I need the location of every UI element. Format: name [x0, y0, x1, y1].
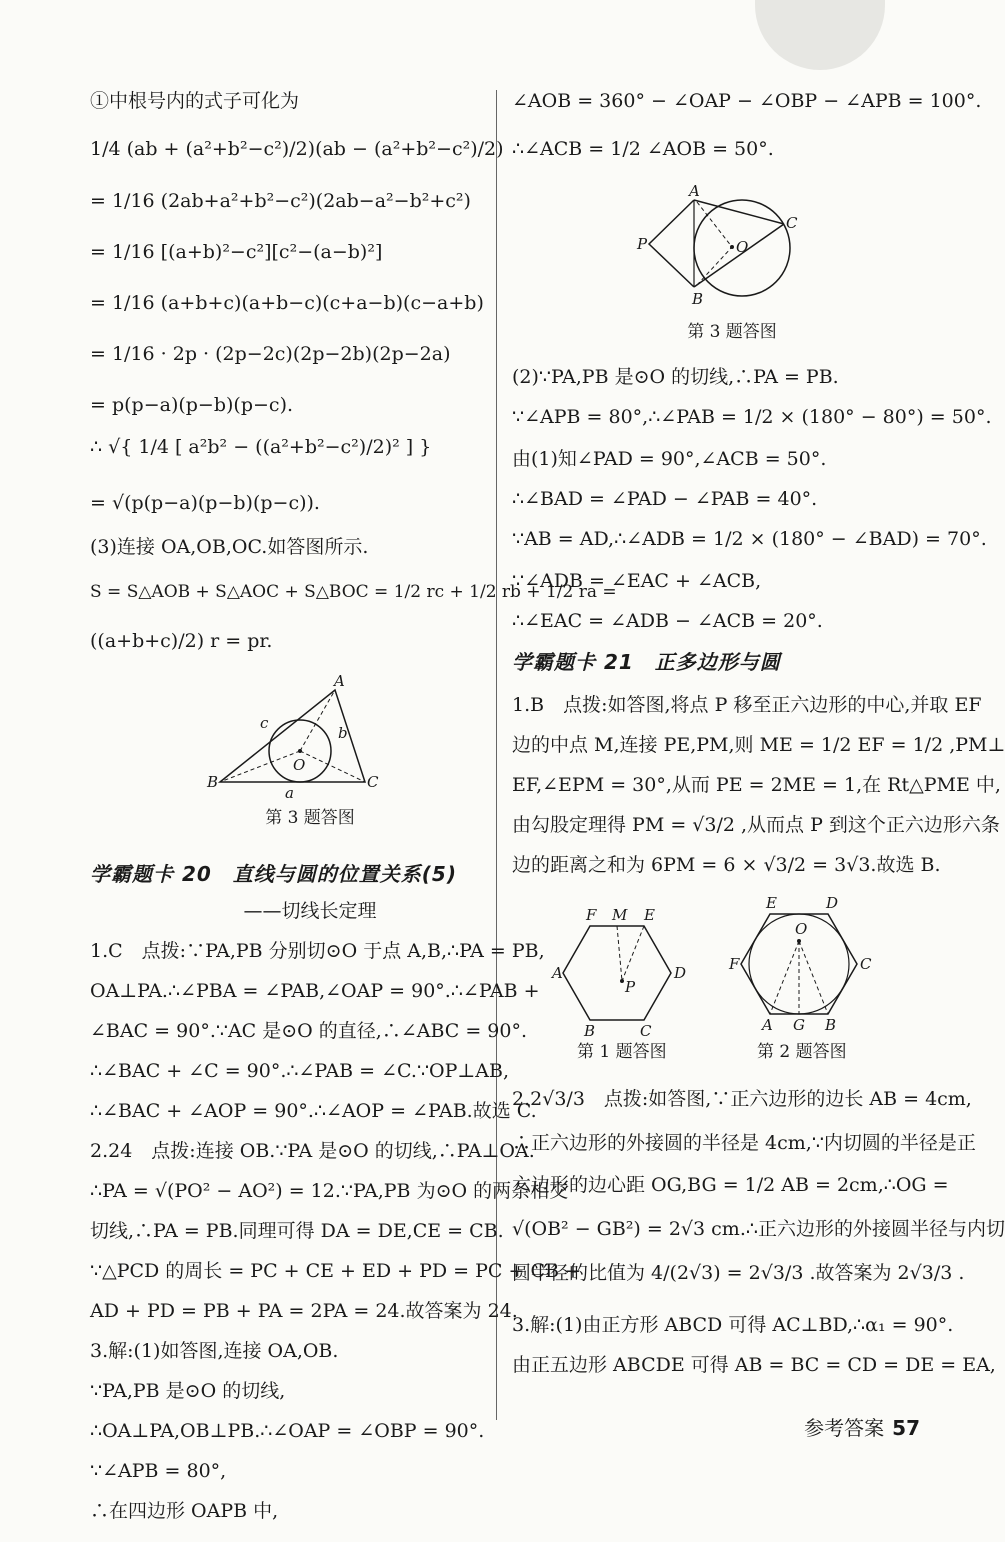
svg-text:D: D: [674, 964, 687, 982]
text-line: ∵∠ADB = ∠EAC + ∠ACB,: [512, 570, 762, 592]
text-line: (3)连接 OA,OB,OC.如答图所示.: [90, 536, 369, 558]
math-line: ∴∠ACB = 1/2 ∠AOB = 50°.: [512, 138, 774, 160]
text-line: ∴∠BAD = ∠PAD − ∠PAB = 40°.: [512, 488, 818, 510]
text-line: ∴正六边形的外接圆的半径是 4cm,∵内切圆的半径是正: [512, 1132, 976, 1154]
math-line: ∠AOB = 360° − ∠OAP − ∠OBP − ∠APB = 100°.: [512, 90, 982, 112]
svg-text:P: P: [637, 235, 648, 253]
svg-text:O: O: [293, 756, 306, 774]
figure-caption: 第 2 题答图: [757, 1042, 847, 1062]
section-heading: 学霸题卡 21 正多边形与圆: [512, 650, 781, 674]
math-line: ∴ √{ 1/4 [ a²b² − ((a²+b²−c²)/2)² ] }: [90, 436, 432, 458]
svg-text:D: D: [826, 894, 839, 912]
text-line: ∴∠BAC + ∠C = 90°.∴∠PAB = ∠C.∵OP⊥AB,: [90, 1060, 509, 1082]
math-line: = 1/16 (a+b+c)(a+b−c)(c+a−b)(c−a+b): [90, 292, 484, 314]
text-line: 2.24 点拨:连接 OB.∵PA 是⊙O 的切线,∴PA⊥OA.: [90, 1140, 535, 1162]
hexagon-figures: [512, 894, 952, 1040]
svg-text:B: B: [207, 773, 219, 791]
svg-text:B: B: [825, 1016, 837, 1034]
svg-text:F: F: [586, 906, 597, 924]
svg-text:P: P: [625, 978, 636, 996]
text-line: 由勾股定理得 PM = √3/2 ,从而点 P 到这个正六边形六条: [512, 814, 1000, 836]
text-line: 2.2√3/3 点拨:如答图,∵正六边形的边长 AB = 4cm,: [512, 1088, 972, 1110]
svg-text:C: C: [640, 1022, 652, 1040]
figure-caption: 第 3 题答图: [265, 808, 355, 828]
svg-text:c: c: [260, 714, 269, 732]
text-line: 由正五边形 ABCDE 可得 AB = BC = CD = DE = EA,: [512, 1354, 996, 1376]
svg-text:C: C: [367, 773, 379, 791]
text-line: 由(1)知∠PAD = 90°,∠ACB = 50°.: [512, 448, 827, 470]
math-line: = 1/16 (2ab+a²+b²−c²)(2ab−a²−b²+c²): [90, 190, 471, 212]
math-line: = √(p(p−a)(p−b)(p−c)).: [90, 492, 320, 514]
math-line: 1/4 (ab + (a²+b²−c²)/2)(ab − (a²+b²−c²)/2): [90, 138, 504, 160]
svg-text:A: A: [334, 672, 345, 690]
text-line: ∴PA = √(PO² − AO²) = 12.∵PA,PB 为⊙O 的两条相交: [90, 1180, 569, 1202]
text-line: 1.B 点拨:如答图,将点 P 移至正六边形的中心,并取 EF: [512, 694, 982, 716]
text-line: OA⊥PA.∴∠PBA = ∠PAB,∠OAP = 90°.∴∠PAB +: [90, 980, 540, 1002]
page-footer: [804, 1412, 920, 1441]
text-line: 边的距离之和为 6PM = 6 × √3/2 = 3√3.故选 B.: [512, 854, 941, 876]
tangent-circle-figure: [512, 182, 952, 312]
svg-text:C: C: [786, 214, 798, 232]
corner-decoration: [755, 0, 885, 70]
svg-text:M: M: [612, 906, 628, 924]
text-line: ∠BAC = 90°.∵AC 是⊙O 的直径,∴∠ABC = 90°.: [90, 1020, 528, 1042]
text-line: 边的中点 M,连接 PE,PM,则 ME = 1/2 EF = 1/2 ,PM⊥: [512, 734, 1005, 756]
text-line: 3.解:(1)如答图,连接 OA,OB.: [90, 1340, 339, 1362]
text-line: AD + PD = PB + PA = 2PA = 24.故答案为 24.: [90, 1300, 518, 1322]
text-line: ∵∠APB = 80°,∴∠PAB = 1/2 × (180° − 80°) = 50°.: [512, 406, 992, 428]
text-line: ∴∠BAC + ∠AOP = 90°.∴∠AOP = ∠PAB.故选 C.: [90, 1100, 537, 1122]
footer-label: 参考答案: [804, 1416, 885, 1440]
text-line: (2)∵PA,PB 是⊙O 的切线,∴PA = PB.: [512, 366, 839, 388]
svg-text:A: A: [552, 964, 563, 982]
right-column: [512, 90, 1005, 1396]
text-line: 1.C 点拨:∵PA,PB 分别切⊙O 于点 A,B,∴PA = PB,: [90, 940, 545, 962]
svg-text:E: E: [644, 906, 655, 924]
text-line: √(OB² − GB²) = 2√3 cm.∴正六边形的外接圆半径与内切: [512, 1218, 1005, 1240]
section-heading: 学霸题卡 20 直线与圆的位置关系(5): [90, 862, 457, 886]
text-line: EF,∠EPM = 30°,从而 PE = 2ME = 1,在 Rt△PME 中,: [512, 774, 1001, 796]
svg-text:O: O: [736, 238, 749, 256]
page-number: 57: [892, 1416, 920, 1440]
figure-caption: 第 1 题答图: [577, 1042, 667, 1062]
svg-text:O: O: [795, 920, 808, 938]
svg-text:E: E: [766, 894, 777, 912]
math-line: = 1/16 · 2p · (2p−2c)(2p−2b)(2p−2a): [90, 343, 451, 365]
text-line: ∵AB = AD,∴∠ADB = 1/2 × (180° − ∠BAD) = 70°.: [512, 528, 987, 550]
svg-text:b: b: [338, 724, 348, 742]
text-line: ∴在四边形 OAPB 中,: [90, 1500, 279, 1522]
text-line: ∵∠APB = 80°,: [90, 1460, 227, 1482]
svg-text:B: B: [692, 290, 704, 308]
text-line: 切线,∴PA = PB.同理可得 DA = DE,CE = CB.: [90, 1220, 504, 1242]
svg-text:C: C: [860, 955, 872, 973]
math-line: = 1/16 [(a+b)²−c²][c²−(a−b)²]: [90, 241, 383, 263]
figure-caption: 第 3 题答图: [687, 322, 777, 342]
text-line: ∵PA,PB 是⊙O 的切线,: [90, 1380, 286, 1402]
left-column: [90, 90, 617, 1542]
hexagon-captions: [512, 1040, 952, 1090]
svg-text:F: F: [729, 955, 740, 973]
math-line: = p(p−a)(p−b)(p−c).: [90, 394, 294, 416]
text-line: 六边形的边心距 OG,BG = 1/2 AB = 2cm,∴OG =: [512, 1174, 949, 1196]
svg-text:G: G: [793, 1016, 805, 1034]
text-line: 3.解:(1)由正方形 ABCD 可得 AC⊥BD,∴α₁ = 90°.: [512, 1314, 954, 1336]
math-line: ((a+b+c)/2) r = pr.: [90, 630, 273, 652]
incircle-triangle-figure: [90, 672, 530, 802]
svg-text:A: A: [762, 1016, 773, 1034]
svg-text:B: B: [584, 1022, 596, 1040]
text-line: ∴OA⊥PA,OB⊥PB.∴∠OAP = ∠OBP = 90°.: [90, 1420, 485, 1442]
svg-text:a: a: [285, 784, 294, 802]
svg-text:A: A: [689, 182, 700, 200]
text-line: ∵△PCD 的周长 = PC + CE + ED + PD = PC + CB +: [90, 1260, 581, 1282]
section-subheading: ——切线长定理: [243, 900, 377, 922]
math-line: S = S△AOB + S△AOC + S△BOC = 1/2 rc + 1/2 rb + 1/2 ra =: [90, 582, 617, 602]
text-line: ①中根号内的式子可化为: [90, 90, 300, 112]
text-line: ∴∠EAC = ∠ADB − ∠ACB = 20°.: [512, 610, 823, 632]
text-line: 圆半径的比值为 4/(2√3) = 2√3/3 .故答案为 2√3/3 .: [512, 1262, 965, 1284]
